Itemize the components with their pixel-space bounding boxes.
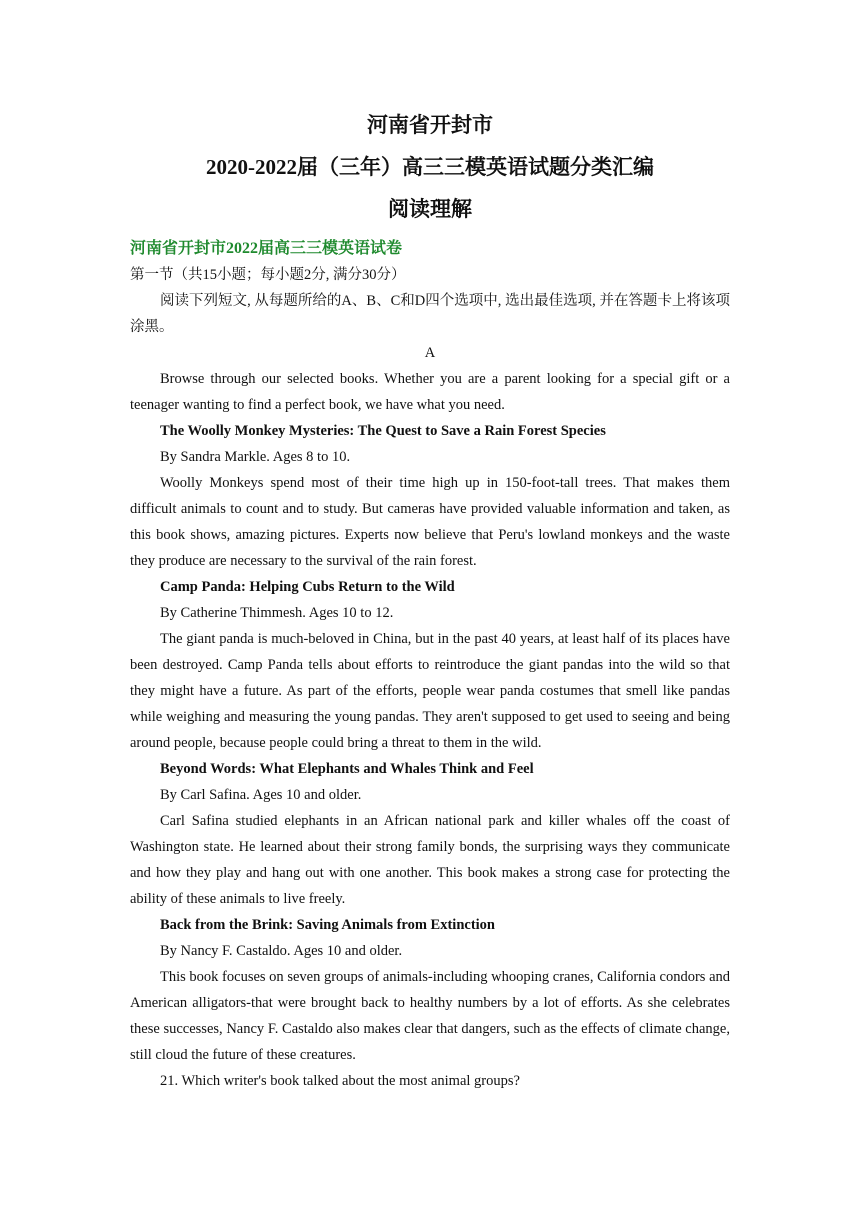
book-author: By Carl Safina. Ages 10 and older. — [160, 787, 362, 803]
book-description: Carl Safina studied elephants in an African national park and killer whales off the coast of Washington state. He learned about their strong family bonds, the surprising ways they communicate and how they play and hang out with one another. This book makes a strong case for protecting the ability of these animals to live freely. — [130, 813, 730, 907]
book-author: By Nancy F. Castaldo. Ages 10 and older. — [160, 943, 403, 959]
passage-label: A — [424, 345, 436, 361]
doc-title-line-3: 阅读理解 — [388, 197, 472, 221]
instructions: 阅读下列短文, 从每题所给的A、B、C和D四个选项中, 选出最佳选项, 并在答题卡上将该项涂黑。 — [130, 293, 730, 335]
book-title: Camp Panda: Helping Cubs Return to the Wild — [160, 579, 455, 595]
doc-title-line-2: 2020-2022届（三年）高三三模英语试题分类汇编 — [206, 155, 654, 179]
book-description: This book focuses on seven groups of animals-including whooping cranes, California condors and American alligators-that were brought back to healthy numbers by a lot of efforts. As she celebrates these successes, Nancy F. Castaldo also makes clear that dangers, such as the effects of climate change, still cloud the future of these creatures. — [130, 969, 730, 1063]
book-author: By Sandra Markle. Ages 8 to 10. — [160, 449, 351, 465]
passage-intro: Browse through our selected books. Whether you are a parent looking for a special gift or a teenager wanting to find a perfect book, we have what you need. — [130, 371, 730, 413]
book-entry — [130, 912, 730, 1068]
doc-title-line-1: 河南省开封市 — [367, 113, 493, 137]
part-info: 第一节（共15小题；每小题2分, 满分30分） — [130, 267, 406, 283]
book-title: The Woolly Monkey Mysteries: The Quest to Save a Rain Forest Species — [160, 423, 606, 439]
book-entry — [130, 756, 730, 912]
section-title: 河南省开封市2022届高三三模英语试卷 — [130, 240, 403, 257]
document-body — [130, 104, 730, 1094]
book-author: By Catherine Thimmesh. Ages 10 to 12. — [160, 605, 394, 621]
book-description: Woolly Monkeys spend most of their time high up in 150-foot-tall trees. That makes them difficult animals to count and to study. But cameras have provided valuable information and taken, as this book shows, amazing pictures. Experts now believe that Peru's lowland monkeys and the waste they produce are necessary to the survival of the rain forest. — [130, 475, 730, 569]
book-entry — [130, 418, 730, 574]
book-entry — [130, 574, 730, 756]
book-title: Back from the Brink: Saving Animals from Extinction — [160, 917, 496, 933]
book-description: The giant panda is much-beloved in China, but in the past 40 years, at least half of its places have been destroyed. Camp Panda tells about efforts to reintroduce the giant pandas into the wild so that they might have a future. As part of the efforts, people wear panda costumes that smell like pandas while weighing and measuring the young pandas. They aren't supposed to get used to seeing and being around people, because people could bring a threat to them in the wild. — [130, 631, 730, 751]
question-21: 21. Which writer's book talked about the most animal groups? — [160, 1073, 520, 1089]
book-title: Beyond Words: What Elephants and Whales Think and Feel — [160, 761, 534, 777]
